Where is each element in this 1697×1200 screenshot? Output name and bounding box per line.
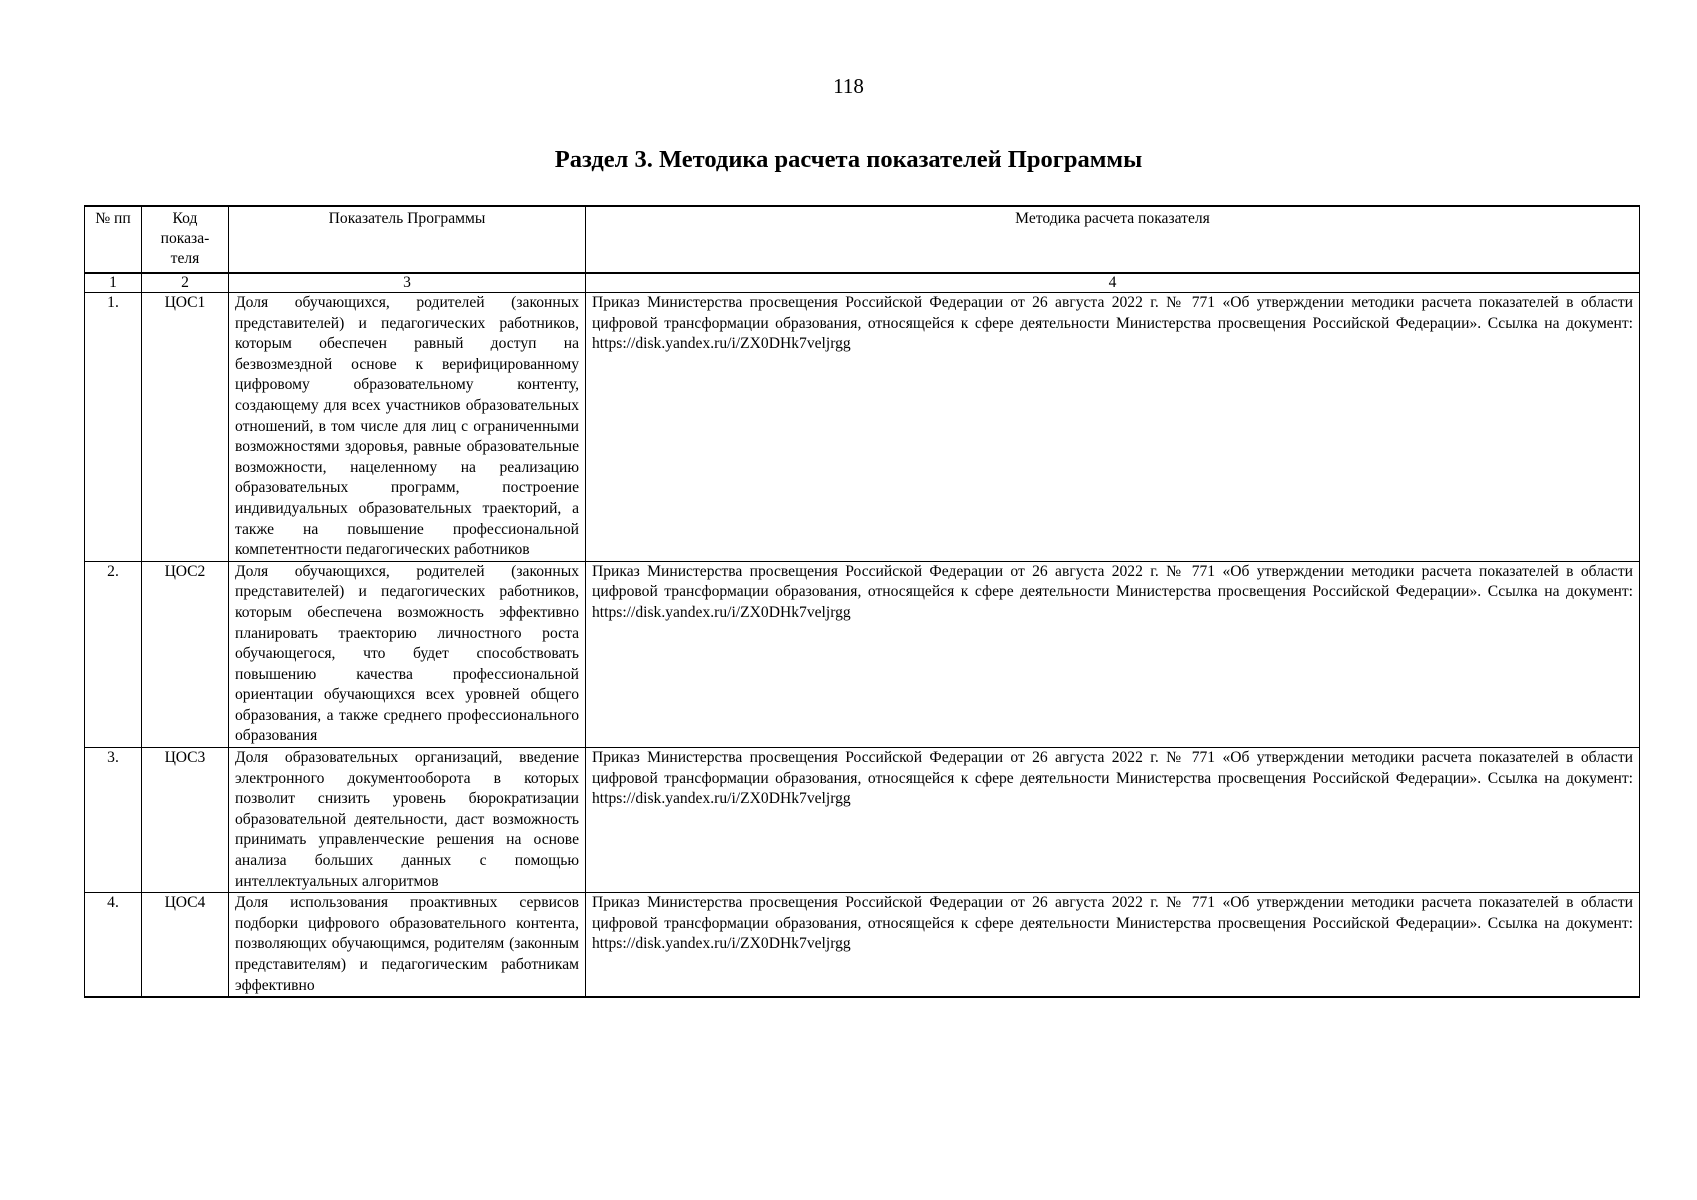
column-number: 1 (85, 273, 142, 293)
indicator-code: ЦОС2 (142, 561, 229, 747)
calculation-method: Приказ Министерства просвещения Российской Федерации от 26 августа 2022 г. № 771 «Об утверждении методики расчета показателей в области цифровой трансформации образования, относящейся к сфере деятельности Министерства просвещения Российской Федерации». Ссылка на документ: https://disk.yandex.ru/i/ZX0DHk7veljrgg (586, 893, 1640, 997)
calculation-method: Приказ Министерства просвещения Российской Федерации от 26 августа 2022 г. № 771 «Об утверждении методики расчета показателей в области цифровой трансформации образования, относящейся к сфере деятельности Министерства просвещения Российской Федерации». Ссылка на документ: https://disk.yandex.ru/i/ZX0DHk7veljrgg (586, 748, 1640, 893)
calculation-method: Приказ Министерства просвещения Российской Федерации от 26 августа 2022 г. № 771 «Об утверждении методики расчета показателей в области цифровой трансформации образования, относящейся к сфере деятельности Министерства просвещения Российской Федерации». Ссылка на документ: https://disk.yandex.ru/i/ZX0DHk7veljrgg (586, 561, 1640, 747)
indicator-code: ЦОС1 (142, 293, 229, 562)
row-number: 1. (85, 293, 142, 562)
row-number: 4. (85, 893, 142, 997)
header-code: Код показа-теля (142, 206, 229, 273)
header-method: Методика расчета показателя (586, 206, 1640, 273)
indicators-table (84, 205, 1640, 998)
table-row (85, 561, 1640, 747)
table-row (85, 893, 1640, 997)
header-indicator: Показатель Программы (229, 206, 586, 273)
column-number: 4 (586, 273, 1640, 293)
row-number: 2. (85, 561, 142, 747)
indicator-code: ЦОС3 (142, 748, 229, 893)
table-row (85, 293, 1640, 562)
calculation-method: Приказ Министерства просвещения Российской Федерации от 26 августа 2022 г. № 771 «Об утверждении методики расчета показателей в области цифровой трансформации образования, относящейся к сфере деятельности Министерства просвещения Российской Федерации». Ссылка на документ: https://disk.yandex.ru/i/ZX0DHk7veljrgg (586, 293, 1640, 562)
row-number: 3. (85, 748, 142, 893)
indicator-name: Доля использования проактивных сервисов подборки цифрового образовательного контента, позволяющих обучающимся, родителям (законным представителям) и педагогическим работникам эффективно (229, 893, 586, 997)
section-title: Раздел 3. Методика расчета показателей Программы (554, 146, 1143, 173)
indicator-name: Доля обучающихся, родителей (законных представителей) и педагогических работников, которым обеспечена возможность эффективно планировать траекторию личностного роста обучающегося, что будет способствовать повышению качества профессиональной ориентации обучающихся всех уровней общего образования, а также среднего профессионального образования (229, 561, 586, 747)
indicator-name: Доля образовательных организаций, введение электронного документооборота в которых позволит снизить уровень бюрократизации образовательной деятельности, даст возможность принимать управленческие решения на основе анализа больших данных с помощью интеллектуальных алгоритмов (229, 748, 586, 893)
column-number: 3 (229, 273, 586, 293)
indicator-name: Доля обучающихся, родителей (законных представителей) и педагогических работников, которым обеспечен равный доступ на безвозмездной основе к верифицированному цифровому образовательному контенту, создающему для всех участников образовательных отношений, в том числе для лиц с ограниченными возможностями здоровья, равные образовательные возможности, нацеленному на реализацию образовательных программ, построение индивидуальных образовательных траекторий, а также на повышение профессиональной компетентности педагогических работников (229, 293, 586, 562)
column-number: 2 (142, 273, 229, 293)
indicator-code: ЦОС4 (142, 893, 229, 997)
page-number: 118 (833, 74, 864, 98)
table-row (85, 748, 1640, 893)
column-number-row (85, 273, 1640, 293)
table-header-row (85, 206, 1640, 273)
header-num: № пп (85, 206, 142, 273)
